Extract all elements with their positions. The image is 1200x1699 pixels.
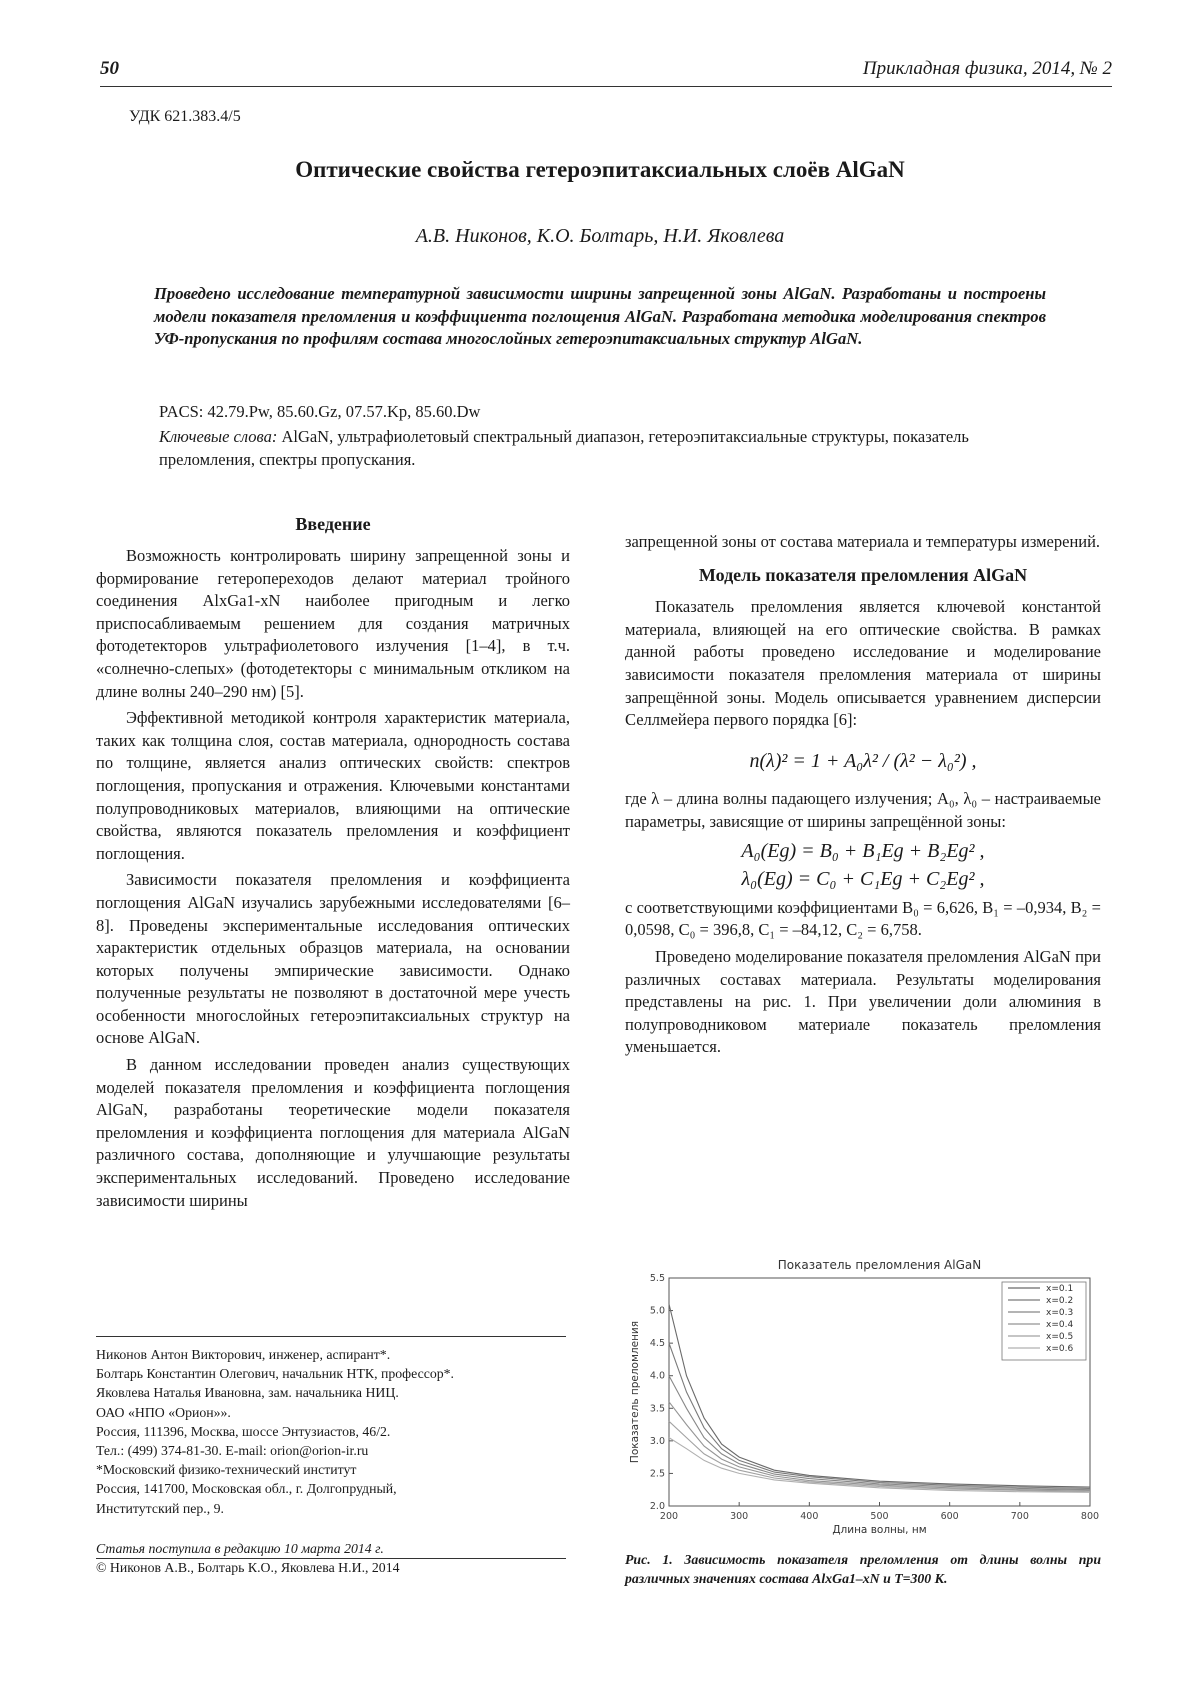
intro-paragraph-4: В данном исследовании проведен анализ существующих моделей показателя преломления и коэффициента поглощения AlGaN, разработаны теоретические модели показателя преломления и коэффициента поглощения для материала AlGaN различного состава, дополняющие и улучшающие результаты экспериментальных исследований. Проведено исследование зависимости ширины xyxy=(96,1055,570,1210)
x-tick-label: 300 xyxy=(730,1511,749,1522)
legend-label: x=0.3 xyxy=(1046,1308,1074,1318)
footnote-line: Болтарь Константин Олегович, начальник НТК, профессор*. xyxy=(96,1366,454,1382)
series-line-x=0.3 xyxy=(669,1376,1090,1490)
y-tick-label: 3.5 xyxy=(649,1403,665,1415)
y-tick-label: 2.5 xyxy=(649,1468,665,1480)
left-column xyxy=(96,545,570,1216)
x-tick-label: 800 xyxy=(1080,1511,1100,1522)
keywords xyxy=(159,426,1049,471)
journal-name: Прикладная физика, 2014, № 2 xyxy=(862,58,1112,79)
a0-equation: A₀(Eg) = B₀ + B₁Eg + B₂Eg² , xyxy=(741,839,985,862)
figure-caption: Рис. 1. Зависимость показателя преломления от длины волны при различных значениях состава AlxGa1–xN и T=300 К. xyxy=(625,1552,1101,1586)
y-tick-label: 2.0 xyxy=(649,1501,665,1512)
y-tick-label: 4.0 xyxy=(649,1370,665,1382)
copyright-divider xyxy=(96,1558,566,1559)
keywords-label: Ключевые слова: xyxy=(159,427,278,446)
article-authors: А.В. Никонов, К.О. Болтарь, Н.И. Яковлева xyxy=(415,225,785,247)
footnote-line: Тел.: (499) 374-81-30. E-mail: orion@orion-ir.ru xyxy=(96,1443,369,1459)
intro-paragraph-1: Возможность контролировать ширину запрещенной зоны и формирование гетеропереходов делают материал тройного соединения AlxGa1-xN наиболее пригодным и легко приспосабливаемым решением для создания матричных фотодетекторов ультрафиолетового излучения [1–4], в т.ч. «солнечно-слепых» (фотодетекторы с минимальным откликом на длине волны 240–290 нм) [5]. xyxy=(96,546,570,701)
pacs-codes: PACS: 42.79.Pw, 85.60.Gz, 07.57.Kp, 85.60.Dw xyxy=(159,402,481,421)
keywords-text: AlGaN, ультрафиолетовый спектральный диапазон, гетероэпитаксиальные структуры, показатель преломления, спектры пропускания. xyxy=(159,427,969,469)
legend-label: x=0.1 xyxy=(1046,1284,1074,1294)
y-tick-label: 4.5 xyxy=(649,1338,665,1350)
footnote-line: Никонов Антон Викторович, инженер, аспирант*. xyxy=(96,1347,391,1362)
model-paragraph-1: Показатель преломления является ключевой константой материала, влияющей на его оптические свойства. В рамках данной работы проведено исследование и моделирование зависимости показателя преломления материала от ширины запрещённой зоны. Модель описывается уравнением дисперсии Селлмейера первого порядка [6]: xyxy=(625,597,1101,730)
series-line-x=0.2 xyxy=(669,1343,1090,1488)
intro-paragraph-3: Зависимости показателя преломления и коэффициента поглощения AlGaN изучались зарубежными исследователями [6–8]. Проведены экспериментальные исследования оптических характеристик отдельных образцов материала, на основании которых получены эмпирические зависимости. Однако полученные результаты не позволяют в достаточной мере учесть особенности многослойных гетероэпитаксиальных структур на основе AlGaN. xyxy=(96,870,570,1048)
x-tick-label: 200 xyxy=(659,1511,679,1522)
right-column xyxy=(625,531,1101,1063)
chart-title: Показатель преломления AlGaN xyxy=(777,1258,982,1272)
intro-heading: Введение xyxy=(295,514,371,534)
x-tick-label: 700 xyxy=(1010,1511,1029,1522)
model-paragraph-4: Проведено моделирование показателя преломления AlGaN при различных составах материала. Результаты моделирования представлены на рис. 1. При увеличении доли алюминия в полупроводниковом материале показатель преломления уменьшается. xyxy=(625,946,1101,1057)
model-heading: Модель показателя преломления AlGaN xyxy=(698,564,1028,585)
lambda0-equation: λ₀(Eg) = C₀ + C₁Eg + C₂Eg² , xyxy=(741,868,985,891)
refractive-index-chart xyxy=(625,1254,1101,1539)
sellmeier-equation: n(λ)² = 1 + A₀λ² / (λ² − λ₀²) , xyxy=(749,749,977,772)
figure-1 xyxy=(625,1254,1101,1539)
legend-label: x=0.5 xyxy=(1046,1332,1074,1342)
footnote-line: ОАО «НПО «Орион»». xyxy=(96,1404,231,1420)
footnote-line: *Московский физико-технический институт xyxy=(96,1462,357,1478)
article-title: Оптические свойства гетероэпитаксиальных слоёв AlGaN xyxy=(295,157,905,182)
footnote-line: Институтский пер., 9. xyxy=(96,1500,224,1516)
coefficients-paragraph: с соответствующими коэффициентами B₀ = 6,626, B₁ = –0,934, B₂ = 0,0598, C₀ = 396,8, C₁ = –84,12, C₂ = 6,758. xyxy=(625,897,1101,940)
series-line-x=0.4 xyxy=(669,1402,1090,1491)
footnote-line: Россия, 141700, Московская обл., г. Долгопрудный, xyxy=(96,1481,397,1497)
footnote-line: Россия, 111396, Москва, шоссе Энтузиастов, 46/2. xyxy=(96,1423,391,1439)
udk-code: УДК 621.383.4/5 xyxy=(129,108,241,125)
copyright: © Никонов А.В., Болтарь К.О., Яковлева Н.И., 2014 xyxy=(96,1560,400,1575)
header-divider xyxy=(100,86,1112,87)
y-axis-label: Показатель преломления xyxy=(629,1320,641,1464)
model-paragraph-2: где λ – длина волны падающего излучения; A₀, λ₀ – настраиваемые параметры, зависящие от ширины запрещённой зоны: xyxy=(625,789,1101,831)
x-tick-label: 600 xyxy=(940,1511,959,1522)
received-date: Статья поступила в редакцию 10 марта 2014 г. xyxy=(96,1541,384,1556)
footnote-divider xyxy=(96,1336,566,1337)
abstract: Проведено исследование температурной зависимости ширины запрещенной зоны AlGaN. Разработаны и построены модели показателя преломления и коэффициента поглощения AlGaN. Разработана методика моделирования спектров УФ-пропускания по профилям состава многослойных гетероэпитаксиальных структур AlGaN. xyxy=(154,284,1046,348)
y-tick-label: 5.0 xyxy=(649,1305,665,1317)
y-tick-label: 5.5 xyxy=(649,1273,665,1284)
intro-continuation: запрещенной зоны от состава материала и температуры измерений. xyxy=(625,532,1101,551)
footnote-line: Яковлева Наталья Ивановна, зам. начальника НИЦ. xyxy=(96,1385,399,1401)
legend-label: x=0.6 xyxy=(1046,1344,1074,1354)
legend-label: x=0.2 xyxy=(1046,1296,1074,1306)
author-footnotes xyxy=(96,1345,570,1518)
x-tick-label: 400 xyxy=(800,1511,819,1522)
intro-paragraph-2: Эффективной методикой контроля характеристик материала, таких как толщина слоя, состав материала, однородность состава по толщине, является анализ оптических свойств: спектров поглощения, пропускания и отражения. Ключевыми константами полупроводниковых материалов, влияющими на оптические свойства, являются показатель преломления и коэффициент поглощения. xyxy=(96,708,570,863)
y-tick-label: 3.0 xyxy=(649,1435,665,1447)
x-axis-label: Длина волны, нм xyxy=(832,1524,927,1536)
page-number: 50 xyxy=(100,58,119,79)
x-tick-label: 500 xyxy=(870,1511,889,1522)
legend-label: x=0.4 xyxy=(1046,1320,1074,1330)
